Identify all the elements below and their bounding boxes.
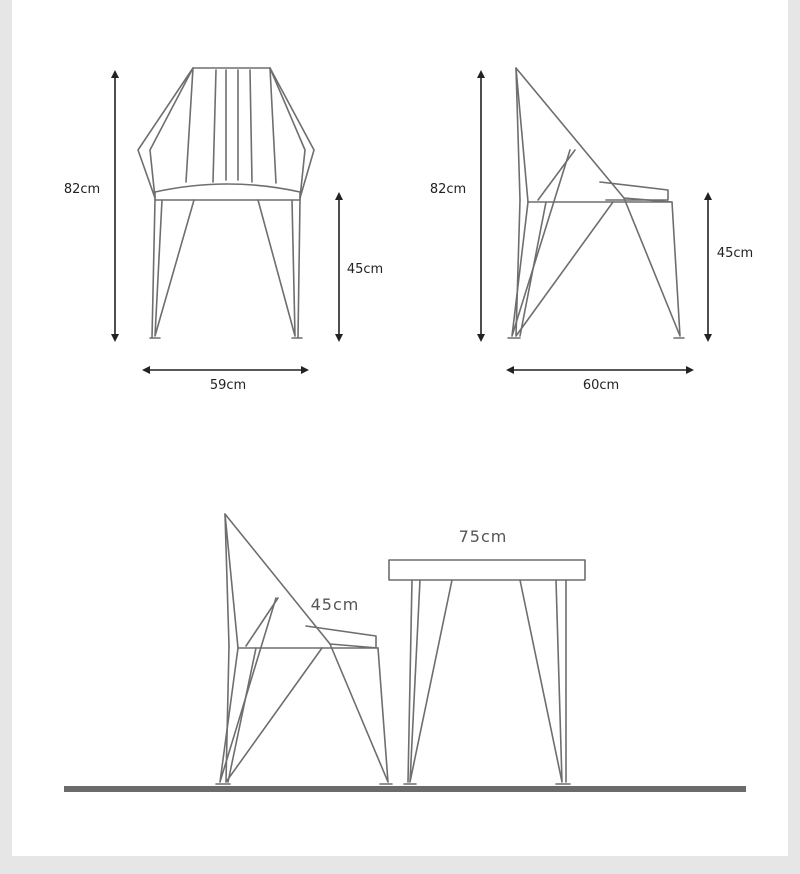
front-width-dimension xyxy=(142,366,309,393)
side-seat-height-label: 45cm xyxy=(716,246,754,261)
set-table-height-label: 75cm xyxy=(458,527,508,546)
side-seat-height-dimension xyxy=(704,192,753,342)
front-width-label: 59cm xyxy=(209,378,247,393)
side-height-dimension xyxy=(430,70,485,342)
side-height-label: 82cm xyxy=(429,182,467,197)
set-seat-height-label: 45cm xyxy=(310,595,360,614)
side-depth-dimension xyxy=(506,366,694,393)
front-height-label: 82cm xyxy=(63,182,101,197)
front-chair-frame xyxy=(138,68,314,338)
front-view-chair xyxy=(64,68,383,393)
side-chair-frame xyxy=(508,68,684,338)
set-table-frame xyxy=(389,560,585,784)
side-view-chair xyxy=(430,68,753,393)
floor-line xyxy=(64,786,746,792)
front-height-dimension xyxy=(64,70,119,342)
side-depth-label: 60cm xyxy=(582,378,620,393)
set-view xyxy=(64,514,746,792)
set-chair-frame xyxy=(216,514,392,784)
front-seat-height-label: 45cm xyxy=(346,262,384,277)
front-seat-height-dimension xyxy=(335,192,383,342)
